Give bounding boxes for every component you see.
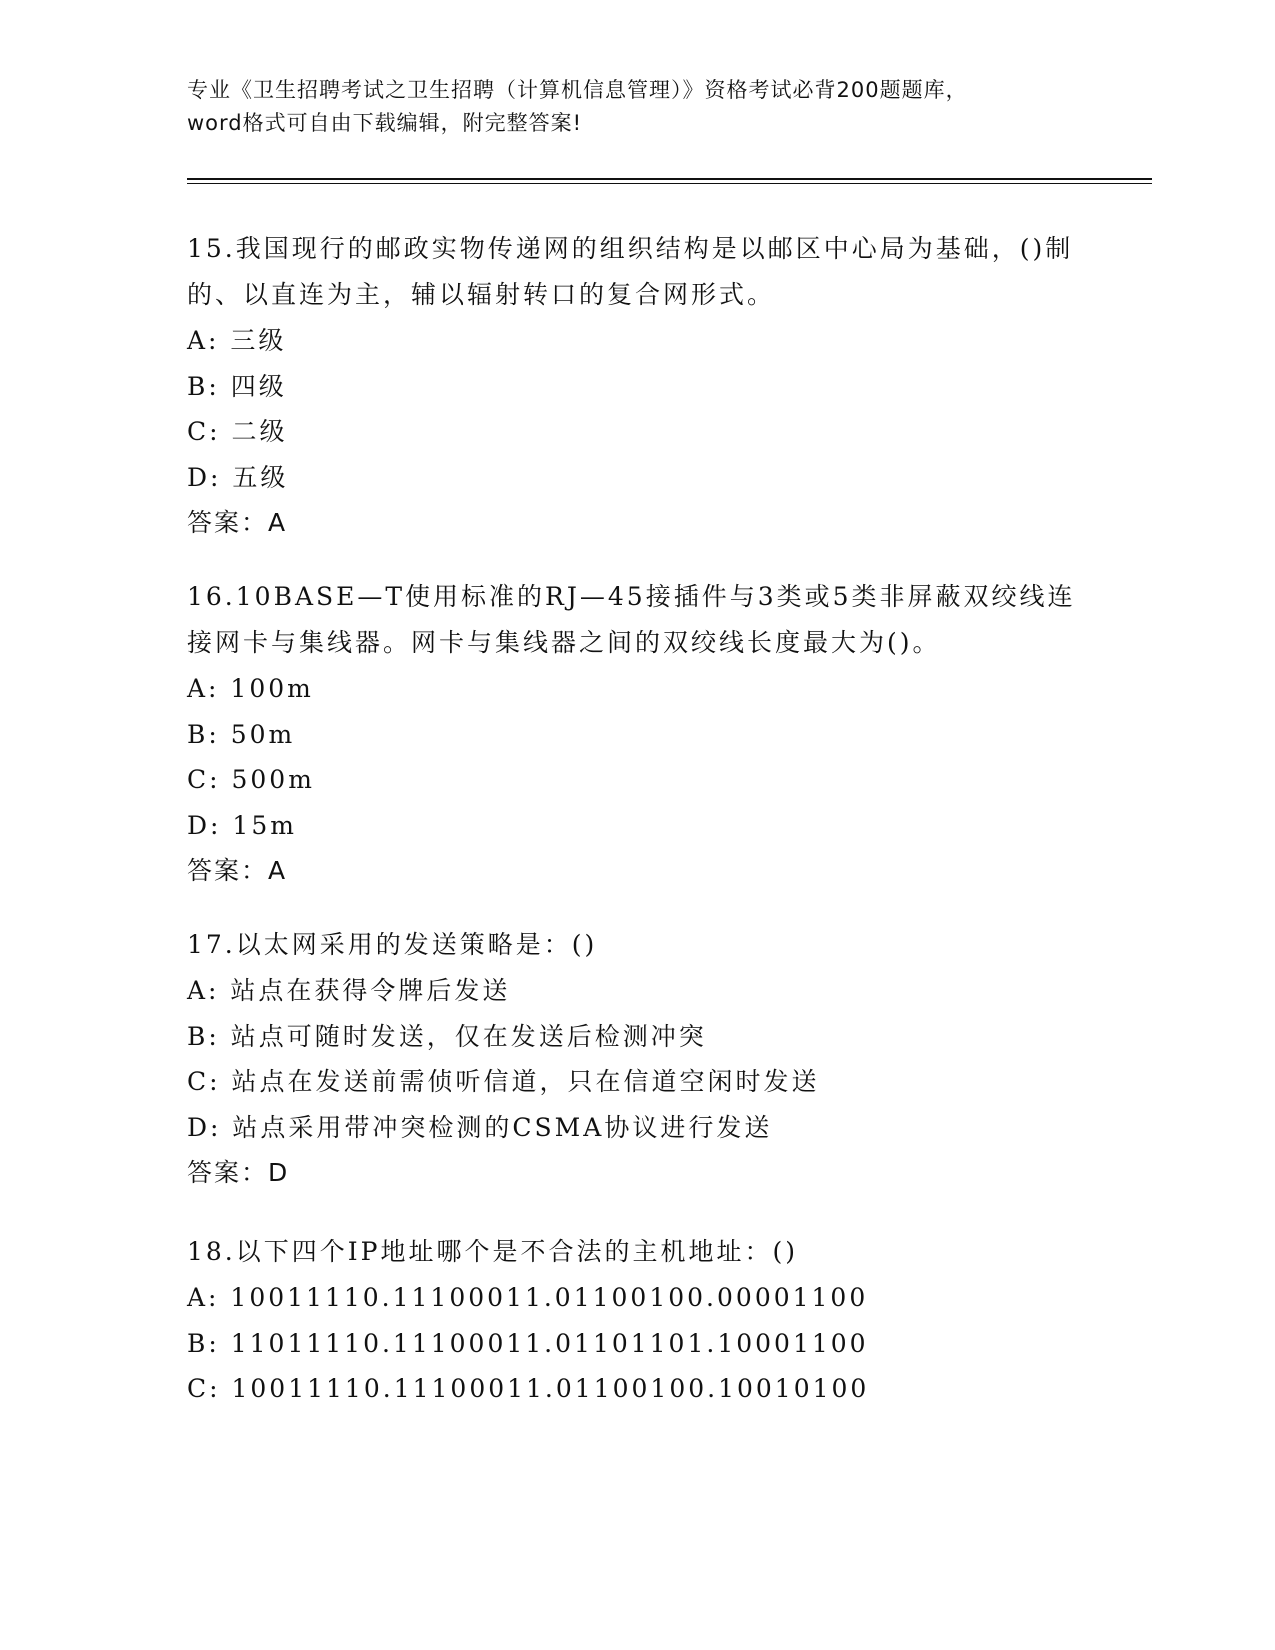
option-a: A: 10011110.11100011.01100100.00001100	[187, 1283, 869, 1312]
document-header	[187, 74, 1087, 140]
option-d: D: 站点采用带冲突检测的CSMA协议进行发送	[187, 1112, 773, 1142]
header-line-1: 专业《卫生招聘考试之卫生招聘（计算机信息管理）》资格考试必背200题题库，	[187, 78, 968, 102]
option-c: C: 500m	[187, 765, 315, 794]
option-b: B: 四级	[187, 371, 287, 401]
option-d: D: 15m	[187, 810, 297, 840]
option-a: A: 三级	[187, 326, 287, 355]
option-c: C: 10011110.11100011.01100100.10010100	[187, 1374, 870, 1403]
answer-line: 答案：A	[187, 508, 288, 537]
question-stem: 15.我国现行的邮政实物传递网的组织结构是以邮区中心局为基础，()制的、以直连为主，辅以辐射转口的复合网形式。	[187, 234, 1074, 309]
header-line-2: word格式可自由下载编辑，附完整答案!	[187, 111, 583, 135]
question-18	[187, 1229, 1087, 1412]
option-b: B: 站点可随时发送，仅在发送后检测冲突	[187, 1021, 707, 1051]
question-stem: 17.以太网采用的发送策略是：()	[187, 930, 598, 959]
question-17	[187, 922, 1087, 1195]
question-stem: 16.10BASE—T使用标准的RJ—45接插件与3类或5类非屏蔽双绞线连接网卡与集线器。网卡与集线器之间的双绞线长度最大为()。	[187, 582, 1076, 657]
option-c: C: 二级	[187, 417, 288, 446]
option-b: B: 11011110.11100011.01101101.10001100	[187, 1328, 869, 1358]
header-divider-thin	[187, 183, 1152, 184]
option-b: B: 50m	[187, 719, 296, 749]
answer-line: 答案：A	[187, 856, 288, 885]
option-d: D: 五级	[187, 462, 289, 492]
question-15	[187, 226, 1087, 545]
header-divider	[187, 178, 1152, 180]
option-a: A: 100m	[187, 674, 314, 703]
question-stem: 18.以下四个IP地址哪个是不合法的主机地址：()	[187, 1237, 798, 1266]
option-a: A: 站点在获得令牌后发送	[187, 976, 511, 1005]
option-c: C: 站点在发送前需侦听信道，只在信道空闲时发送	[187, 1067, 820, 1096]
answer-line: 答案：D	[187, 1158, 290, 1187]
question-16	[187, 574, 1087, 893]
